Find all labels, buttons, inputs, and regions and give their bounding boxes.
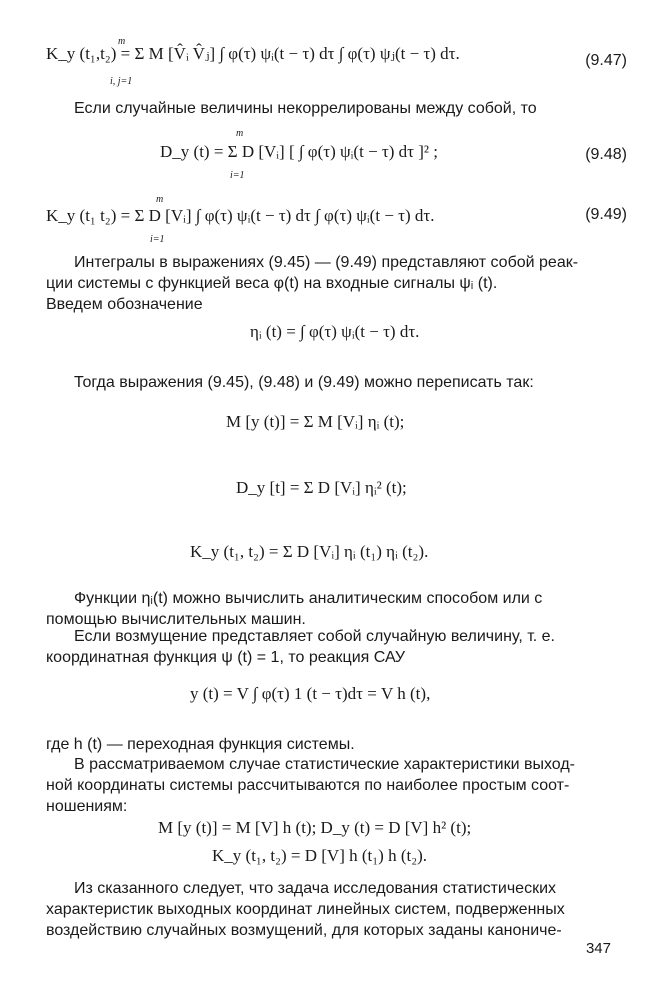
paragraph-2: Интегралы в выражениях (9.45) — (9.49) представляют собой реак- ции системы с функцией веса φ(t) на входные сигналы ψᵢ (t). Введем обозначение xyxy=(46,254,579,313)
paragraph-4: Функции ηᵢ(t) можно вычислить аналитическим способом или с помощью вычислительных машин. xyxy=(46,590,543,628)
equation-number: (9.48) xyxy=(585,146,627,163)
equation-number: (9.49) xyxy=(585,206,627,223)
equation-D: D_y [t] = Σ D [Vᵢ] ηᵢ² (t); xyxy=(236,478,407,497)
sum-lower: i, j=1 xyxy=(110,76,133,87)
paragraph-1: Если случайные величины некоррелированы между собой, то xyxy=(74,100,537,117)
sum-lower: i=1 xyxy=(150,234,165,245)
equation-9-49: K_y (t₁ t₂) = Σ D [Vᵢ] ∫ φ(τ) ψᵢ(t − τ) dτ ∫ φ(τ) ψᵢ(t − τ) dτ. xyxy=(46,206,435,225)
equation-K: K_y (t₁, t₂) = Σ D [Vᵢ] ηᵢ (t₁) ηᵢ (t₂). xyxy=(190,542,429,561)
equation-number: (9.47) xyxy=(585,52,627,69)
equation-9-47: K_y (t₁,t₂) = Σ M [V̂ᵢ V̂ⱼ] ∫ φ(τ) ψᵢ(t − τ) dτ ∫ φ(τ) ψⱼ(t − τ) dτ. xyxy=(46,44,460,63)
paragraph-7: В рассматриваемом случае статистические характеристики выход- ной координаты системы рассчитываются по наиболее простым соот- ношениям: xyxy=(46,756,575,815)
page-number: 347 xyxy=(585,940,611,957)
sum-upper: m xyxy=(118,36,126,47)
sum-lower: i=1 xyxy=(230,170,245,181)
equation-simple-1: M [y (t)] = M [V] h (t); D_y (t) = D [V] h² (t); xyxy=(158,818,472,837)
equation-y: y (t) = V ∫ φ(τ) 1 (t − τ)dτ = V h (t), xyxy=(190,684,431,703)
sum-upper: m xyxy=(156,194,164,205)
sum-upper: m xyxy=(236,128,244,139)
equation-eta-def: ηᵢ (t) = ∫ φ(τ) ψᵢ(t − τ) dτ. xyxy=(250,322,420,341)
paragraph-5: Если возмущение представляет собой случайную величину, т. е. координатная функция ψ (t) = 1, то реакция САУ xyxy=(46,628,555,666)
equation-M: M [y (t)] = Σ M [Vᵢ] ηᵢ (t); xyxy=(226,412,405,431)
paragraph-6: где h (t) — переходная функция системы. xyxy=(46,736,355,753)
equation-simple-2: K_y (t₁, t₂) = D [V] h (t₁) h (t₂). xyxy=(212,846,428,865)
paragraph-8: Из сказанного следует, что задача исследования статистических характеристик выходных координат линейных систем, подверженных воздействию случайных возмущений, для которых заданы канониче- xyxy=(46,880,565,939)
paragraph-3: Тогда выражения (9.45), (9.48) и (9.49) можно переписать так: xyxy=(74,374,534,391)
equation-9-48: D_y (t) = Σ D [Vᵢ] [ ∫ φ(τ) ψᵢ(t − τ) dτ ]² ; xyxy=(160,142,438,161)
